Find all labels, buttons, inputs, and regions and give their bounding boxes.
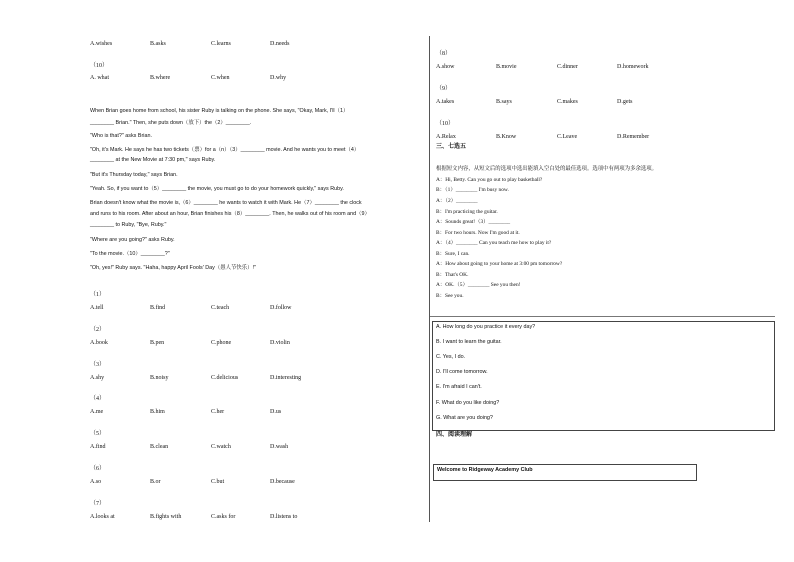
passage-line: and runs to his room. After about an hour, Brian finishes his（8）________. Then, he walks out of his room and（9） <box>90 211 370 217</box>
option: A.looks at <box>90 514 115 520</box>
question-label: （5） <box>90 431 106 437</box>
question-label: （10） <box>436 121 455 127</box>
dialogue-line: A：（4）________ Can you teach me how to play it? <box>436 240 552 246</box>
option: C.asks for <box>211 514 236 520</box>
choices-box <box>432 321 775 431</box>
dialogue-line: B：Sure, I can. <box>436 251 470 257</box>
question-label: （2） <box>90 327 106 333</box>
section-title: 三、七选五 <box>436 144 467 150</box>
question-label: （9） <box>436 86 452 92</box>
option: B.asks <box>150 41 166 47</box>
choice-item: C. Yes, I do. <box>436 354 466 360</box>
passage-line: "Oh, it's Mark. He says he has two tickets（票）for a（n）（3）________ movie. And he wants you to meet（4） <box>90 147 360 153</box>
option: D.interesting <box>270 375 302 381</box>
option: D.violin <box>270 340 290 346</box>
dialogue-line: B：I'm practicing the guitar. <box>436 209 498 215</box>
passage-line: When Brian goes home from school, his sister Ruby is talking on the phone. She says, "Okay, Mark, I'll（1） <box>90 108 349 114</box>
dialogue-line: A：Sounds great!（3）________ <box>436 219 511 225</box>
dialogue-line: B：That's OK. <box>436 272 469 278</box>
option: C.delicious <box>211 375 239 381</box>
option: B.where <box>150 75 171 81</box>
club-title: Welcome to Ridgeway Academy Club <box>437 467 533 473</box>
section-title: 四、阅读理解 <box>436 432 473 438</box>
option: D.listens to <box>270 514 298 520</box>
option: A.takes <box>436 99 455 105</box>
dialogue-line: B：For two hours. Now I'm good at it. <box>436 230 520 236</box>
option: B.noisy <box>150 375 169 381</box>
choice-item: A. How long do you practice it every day? <box>436 324 536 330</box>
option: C.phone <box>211 340 232 346</box>
choice-item: F. What do you like doing? <box>436 400 500 406</box>
column-divider <box>429 36 430 522</box>
dialogue-line: B：（1）________ I'm busy now. <box>436 187 509 193</box>
question-label: （7） <box>90 501 106 507</box>
option: A.shy <box>90 375 105 381</box>
passage-line: ________ Brian." Then, she puts down（放下）the（2）________. <box>90 120 252 126</box>
option: C.but <box>211 479 225 485</box>
passage-line: "To the movie.（10）________?" <box>90 251 170 257</box>
passage-line: "Oh, yes!" Ruby says. "Haha, happy April Fools' Day（愚人节快乐）!" <box>90 265 256 271</box>
passage-line: ________ at the New Movie at 7:30 pm," says Ruby. <box>90 157 216 163</box>
option: A.so <box>90 479 102 485</box>
option: D.wash <box>270 444 289 450</box>
passage-line: "Who is that?" asks Brian. <box>90 133 152 139</box>
option: D.Remember <box>617 134 650 140</box>
option: A.Relax <box>436 134 456 140</box>
option: B.pen <box>150 340 165 346</box>
option: A.find <box>90 444 106 450</box>
passage-line: "Yeah. So, if you want to（5）________ the movie, you must go to do your homework quickly," says Ruby. <box>90 186 344 192</box>
option: D.us <box>270 409 282 415</box>
choice-item: D. I'll come tomorrow. <box>436 369 488 375</box>
choice-item: G. What are you doing? <box>436 415 493 421</box>
passage-line: ________ to Ruby, "Bye, Ruby." <box>90 222 167 228</box>
option: C.dinner <box>557 64 578 70</box>
option: A.me <box>90 409 104 415</box>
option: D.follow <box>270 305 292 311</box>
question-label: （8） <box>436 51 452 57</box>
option: B.Know <box>496 134 517 140</box>
option: A.tell <box>90 305 104 311</box>
option: A.book <box>90 340 108 346</box>
option: A.wishes <box>90 41 113 47</box>
option: B.clean <box>150 444 169 450</box>
option: C.makes <box>557 99 578 105</box>
option: B.fights with <box>150 514 182 520</box>
option: A. what <box>90 75 109 81</box>
option: C.her <box>211 409 225 415</box>
club-title-box <box>433 464 697 481</box>
option: B.find <box>150 305 166 311</box>
option: B.him <box>150 409 165 415</box>
choice-item: E. I'm afraid I can't. <box>436 384 482 390</box>
option: C.watch <box>211 444 231 450</box>
option: A.show <box>436 64 455 70</box>
option: D.needs <box>270 41 290 47</box>
option: D.why <box>270 75 287 81</box>
passage-line: "But it's Thursday today," says Brian. <box>90 172 178 178</box>
dialogue-line: A：How about going to your home at 3:00 pm tomorrow? <box>436 261 563 267</box>
dialogue-line: A：Hi, Betty. Can you go out to play basketball? <box>436 177 543 183</box>
option: D.because <box>270 479 295 485</box>
option: C.teach <box>211 305 230 311</box>
section-instruction: 根据短文内容，从短文后的选项中选出能填入空白处的最佳选项。选项中有两项为多余选项。 <box>436 166 658 172</box>
question-label: （10） <box>90 63 109 69</box>
passage-line: Brian doesn't know what the movie is,（6）________ he wants to watch it with Mark. He（7）________ the clock <box>90 200 362 206</box>
passage-line: "Where are you going?" asks Ruby. <box>90 237 175 243</box>
dialogue-line: A：（2）________ <box>436 198 478 204</box>
question-label: （6） <box>90 466 106 472</box>
option: D.homework <box>617 64 649 70</box>
choice-item: B. I want to learn the guitar. <box>436 339 502 345</box>
question-label: （4） <box>90 396 106 402</box>
dialogue-line: A：OK.（5）________ See you then! <box>436 282 521 288</box>
dialogue-line: B：See you. <box>436 293 464 299</box>
option: C.Leave <box>557 134 578 140</box>
divider-line <box>430 316 775 317</box>
question-label: （3） <box>90 362 106 368</box>
option: B.movie <box>496 64 517 70</box>
option: B.or <box>150 479 161 485</box>
option: C.when <box>211 75 230 81</box>
option: B.says <box>496 99 512 105</box>
question-label: （1） <box>90 292 106 298</box>
option: D.gets <box>617 99 633 105</box>
option: C.learns <box>211 41 231 47</box>
